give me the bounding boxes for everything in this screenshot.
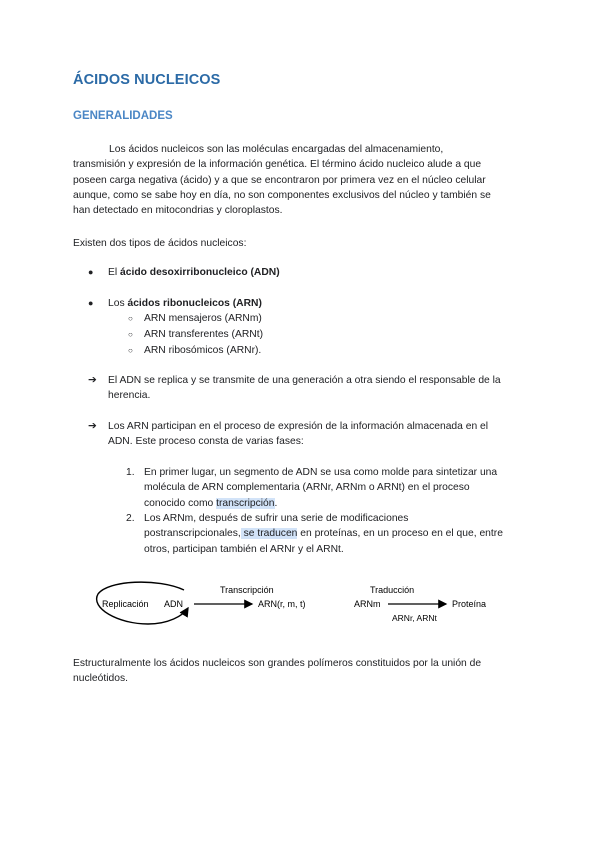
arrow-item-line: Los ARN participan en el proceso de expresión de la información almacenada en el (108, 421, 489, 432)
page-title: ÁCIDOS NUCLEICOS (73, 72, 221, 88)
transcripcion-label: Transcripción (220, 585, 274, 595)
bullet-dot-icon: ● (88, 267, 94, 277)
numbered-line: postranscripcionales, (144, 528, 241, 540)
adn-label: ADN (164, 599, 184, 609)
highlighted-text: transcripción (216, 497, 275, 509)
proteina-label: Proteína (452, 599, 487, 609)
sub-bullet-text: ARN transferentes (ARNt) (144, 329, 264, 340)
closing-paragraph (73, 656, 533, 687)
intro-line: aunque, como se sabe hoy en día, no son componentes exclusivos del núcleo y también se (73, 189, 491, 201)
central-dogma-diagram (88, 576, 518, 636)
sub-bullet-item (128, 327, 263, 342)
traduccion-label: Traducción (370, 585, 415, 595)
circle-bullet-icon: ○ (128, 346, 133, 355)
sub-bullet-text: ARN ribosómicos (ARNr). (144, 345, 262, 356)
numbered-line: En primer lugar, un segmento de ADN se usa como molde para sintetizar una (144, 467, 498, 478)
sub-bullet-text: ARN mensajeros (ARNm) (144, 313, 262, 324)
arrow-list-item (88, 373, 528, 404)
numbered-item (126, 511, 531, 557)
arrow-item-line: herencia. (108, 390, 151, 402)
arrow-list-item (88, 419, 528, 450)
replicacion-label: Replicación (102, 599, 149, 609)
arrow-item-line: ADN. Este proceso consta de varias fases: (108, 436, 304, 448)
numbered-line: molécula de ARN complementaria (ARNr, ARNm o ARNt) en el proceso (144, 482, 470, 494)
arnr-arnt-label: ARNr, ARNt (392, 613, 437, 623)
sub-bullet-item (128, 311, 262, 326)
highlighted-text: se traducen (240, 528, 298, 540)
bullet-bold: ácido desoxirribonucleico (ADN) (120, 267, 280, 278)
intro-line: poseen carga negativa (ácido) y a que se encontraron por primera vez en el núcleo celular (73, 174, 486, 186)
types-intro: Existen dos tipos de ácidos nucleicos: (73, 238, 247, 249)
intro-line: transmisión y expresión de la información genética. El término ácido nucleico alude a que (73, 159, 482, 171)
numbered-line: en proteínas, en un proceso en el que, entre (297, 528, 503, 540)
intro-line: han detectado en mitocondrias y cloroplastos. (73, 205, 283, 217)
right-arrow-icon: ➔ (88, 420, 97, 432)
bullet-prefix: El (108, 267, 121, 278)
numbered-item (126, 465, 531, 511)
numbered-line: conocido como (144, 497, 217, 509)
intro-line: Los ácidos nucleicos son las moléculas encargadas del almacenamiento, (109, 144, 444, 155)
intro-paragraph (73, 142, 533, 218)
circle-bullet-icon: ○ (128, 314, 133, 323)
bullet-item (88, 265, 280, 280)
arn-label: ARN(r, m, t) (258, 599, 306, 609)
closing-line: Estructuralmente los ácidos nucleicos son grandes polímeros constituidos por la unión de (73, 658, 482, 669)
numbered-line: Los ARNm, después de sufrir una serie de modificaciones (144, 513, 409, 524)
bullet-dot-icon: ● (88, 298, 94, 308)
sub-bullet-item (128, 343, 261, 358)
closing-line: nucleótidos. (73, 673, 128, 685)
right-arrow-icon: ➔ (88, 374, 97, 386)
arrow-item-line: El ADN se replica y se transmite de una generación a otra siendo el responsable de la (108, 375, 501, 386)
item-number: 1. (126, 467, 135, 478)
numbered-line: . (274, 497, 278, 509)
section-heading: GENERALIDADES (73, 110, 173, 122)
numbered-line: otros, participan también el ARNr y el ARNt. (144, 543, 344, 555)
arnm-label: ARNm (354, 599, 381, 609)
bullet-bold: ácidos ribonucleicos (ARN) (127, 298, 262, 309)
bullet-item (88, 296, 262, 311)
bullet-prefix: Los (108, 298, 128, 309)
item-number: 2. (126, 513, 135, 524)
circle-bullet-icon: ○ (128, 330, 133, 339)
